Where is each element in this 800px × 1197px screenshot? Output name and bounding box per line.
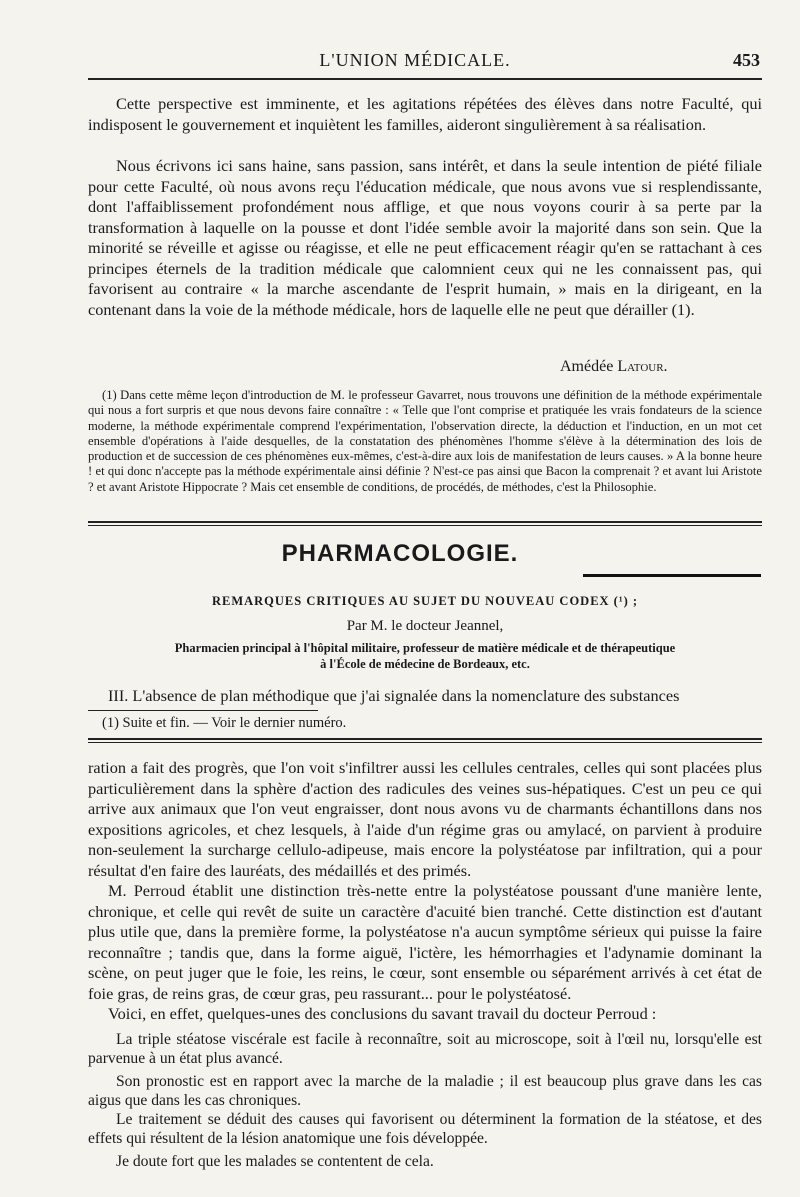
pharma-footnote: (1) Suite et fin. — Voir le dernier numéro. [102, 715, 347, 731]
section-rule-top-thin [88, 525, 762, 526]
paragraph-conclusions-intro: Voici, en effet, quelques-unes des conclusions du savant travail du docteur Perroud : [108, 1004, 657, 1023]
section-title: PHARMACOLOGIE. [281, 540, 519, 567]
section-rule-top [88, 521, 762, 523]
pharma-footnote-rule [88, 710, 318, 711]
article-subtitle: REMARQUES CRITIQUES AU SUJET DU NOUVEAU CODEX (¹) ; [211, 594, 639, 608]
signature-last-name: Latour. [617, 358, 668, 375]
signature-first-name: Amédée [560, 358, 618, 375]
paragraph-infiltration: ration a fait des progrès, que l'on voit s'infiltrer aussi les cellules centrales, celles qui sont placées plus particulièrement dans la sphère d'action des radicules des veines sus-hépatiques. C'est un peu ce qui arrive aux animaux que l'on veut engraisser, dont nous avons vu de charmants échantillons dans nos expositions agricoles, et chez lesquels, à l'aide d'un régime gras ou amylacé, on parvient à produire non-seulement la surcharge cellulo-adipeuse, mais encore la polystéatose par infiltration, qui a pour résultat d'en faire des lauréats, des médaillés et des primés. [88, 758, 762, 880]
paragraph-nous-ecrivons: Nous écrivons ici sans haine, sans passion, sans intérêt, et dans la seule intention de piété filiale pour cette Faculté, où nous avons reçu l'éducation médicale, que nous avons vue si resplendissante, dont l'affaiblissement profondément nous afflige, et que nous voyons courir à sa perte par la transformation à laquelle on la pousse et dont l'idée semble avoir la majorité dans son sein. Que la minorité se réveille et agisse ou réagisse, et elle ne peut efficacement réagir qu'en se rattachant à ces principes éternels de la tradition médicale que calomnient ceux qui ne les connaissent pas, qui favorisent au contraire « la marche ascendante de l'esprit humain, » mais en la dirigeant, en la contenant dans la voie de la méthode médicale, hors de laquelle elle ne peut que dérailler (1). [88, 156, 762, 319]
conclusion-3: Le traitement se déduit des causes qui favorisent ou déterminent la formation de la stéatose, et des effets qui résultent de la lésion anatomique une fois développée. [88, 1111, 762, 1147]
affiliation-line-2: à l'École de médecine de Bordeaux, etc. [320, 657, 530, 671]
conclusion-1: La triple stéatose viscérale est facile à reconnaître, soit au microscope, soit à l'œil nu, lorsqu'elle est parvenue à un état plus avancé. [88, 1031, 762, 1067]
author-affiliation [140, 640, 710, 672]
closing-remark: Je doute fort que les malades se contentent de cela. [116, 1153, 434, 1170]
page-number: 453 [733, 50, 760, 70]
article-author: Par M. le docteur Jeannel, [346, 618, 504, 634]
running-header-title: L'UNION MÉDICALE. [319, 50, 511, 70]
footnote-gavarret: (1) Dans cette même leçon d'introduction de M. le professeur Gavarret, nous trouvons une définition de la méthode expérimentale qui nous a fort surpris et que nous devons faire connaître : « Telle que l'ont comprise et pratiquée les vrais fondateurs de la science moderne, la méthode expérimentale comprend l'expérimentation, l'observation directe, la déduction et l'induction, en un mot cet ensemble d'opérations à l'aide desquelles, de la constatation des phénomènes l'homme s'élève à la détermination des lois de production et de succession de ces phénomènes eux-mêmes, c'est-à-dire aux lois de manifestation de leurs causes. » A la bonne heure ! et qui donc n'accepte pas la méthode expérimentale ainsi définie ? N'est-ce pas ainsi que Bacon la comprenait ? et avant lui Aristote ? et avant Aristote Hippocrate ? Mais cet ensemble de conditions, de procédés, de méthodes, c'est la Philosophie. [88, 388, 762, 494]
lower-rule [88, 738, 762, 740]
paragraph-perroud: M. Perroud établit une distinction très-nette entre la polystéatose poussant d'une manière lente, chronique, et celle qui revêt de suite un caractère d'acuité bien tranché. Cette distinction est d'autant plus utile que, dans la première forme, la polystéatose n'a aucun symptôme sérieux qui puisse la faire reconnaître ; tandis que, dans la forme aiguë, l'ictère, les hémorrhagies et l'adynamie dominant la scène, on peut juger que le foie, les reins, le cœur, sont ensemble ou séparément arrivés à cet état de foie gras, de reins gras, de cœur gras, peu rassurant... pour le polystéatosé. [88, 881, 762, 1003]
header-rule [88, 78, 762, 80]
paragraph-perspective: Cette perspective est imminente, et les agitations répétées des élèves dans notre Faculté, qui indisposent le gouvernement et inquiètent les familles, aideront singulièrement à sa réalisation. [88, 94, 762, 134]
affiliation-line-1: Pharmacien principal à l'hôpital militaire, professeur de matière médicale et de thérapeutique [174, 641, 676, 655]
signature [560, 358, 668, 376]
conclusion-2: Son pronostic est en rapport avec la marche de la maladie ; il est beaucoup plus grave dans les cas aigus que dans les cas chroniques. [88, 1073, 762, 1109]
lower-rule-thin [88, 742, 762, 743]
section-title-underline [583, 574, 761, 577]
pharma-paragraph: III. L'absence de plan méthodique que j'ai signalée dans la nomenclature des substances [108, 686, 680, 705]
